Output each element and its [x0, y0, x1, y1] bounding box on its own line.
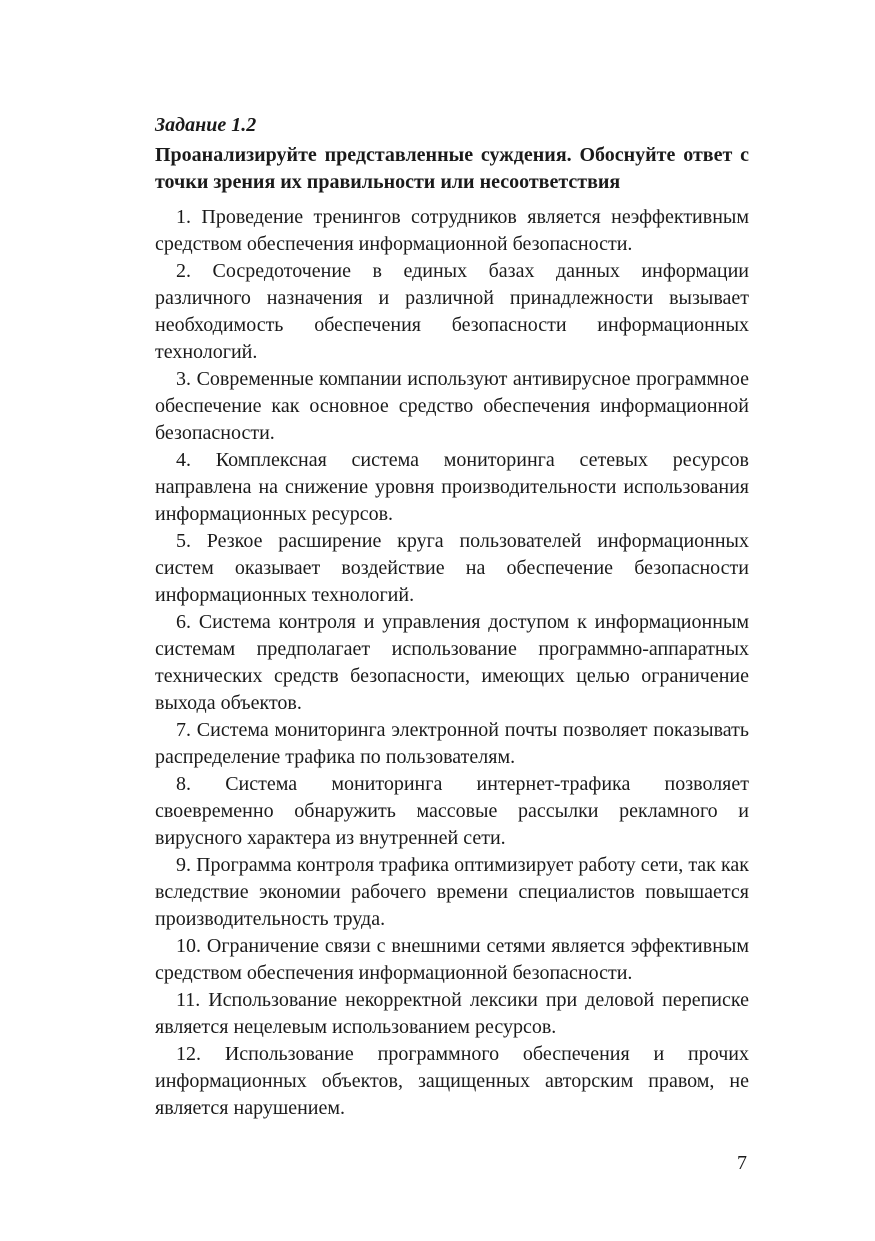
- task-instruction: Проанализируйте представленные суждения. Обоснуйте ответ с точки зрения их правильности или несоответствия: [155, 144, 749, 193]
- statement-4: 4. Комплексная система мониторинга сетевых ресурсов направлена на снижение уровня производительности использования информационных ресурсов.: [155, 449, 749, 525]
- statement-5: 5. Резкое расширение круга пользователей информационных систем оказывает воздействие на обеспечение безопасности информационных технологий.: [155, 530, 749, 606]
- statement-8: 8. Система мониторинга интернет-трафика позволяет своевременно обнаружить массовые рассылки рекламного и вирусного характера из внутренней сети.: [155, 773, 749, 849]
- statement-2: 2. Сосредоточение в единых базах данных информации различного назначения и различной принадлежности вызывает необходимость обеспечения безопасности информационных технологий.: [155, 260, 749, 363]
- statement-1: 1. Проведение тренингов сотрудников является неэффективным средством обеспечения информационной безопасности.: [155, 206, 749, 255]
- statement-11: 11. Использование некорректной лексики при деловой переписке является нецелевым использованием ресурсов.: [155, 989, 749, 1038]
- page-body: [155, 112, 749, 1122]
- statement-3: 3. Современные компании используют антивирусное программное обеспечение как основное средство обеспечения информационной безопасности.: [155, 368, 749, 444]
- task-title: Задание 1.2: [155, 114, 257, 136]
- statement-6: 6. Система контроля и управления доступом к информационным системам предполагает использование программно-аппаратных технических средств безопасности, имеющих целью ограничение выхода объектов.: [155, 611, 749, 714]
- statement-10: 10. Ограничение связи с внешними сетями является эффективным средством обеспечения информационной безопасности.: [155, 935, 749, 984]
- page-number: 7: [737, 1152, 747, 1174]
- statement-12: 12. Использование программного обеспечения и прочих информационных объектов, защищенных авторским правом, не является нарушением.: [155, 1043, 749, 1119]
- statement-7: 7. Система мониторинга электронной почты позволяет показывать распределение трафика по пользователям.: [155, 719, 749, 768]
- statement-9: 9. Программа контроля трафика оптимизирует работу сети, так как вследствие экономии рабочего времени специалистов повышается производительность труда.: [155, 854, 749, 930]
